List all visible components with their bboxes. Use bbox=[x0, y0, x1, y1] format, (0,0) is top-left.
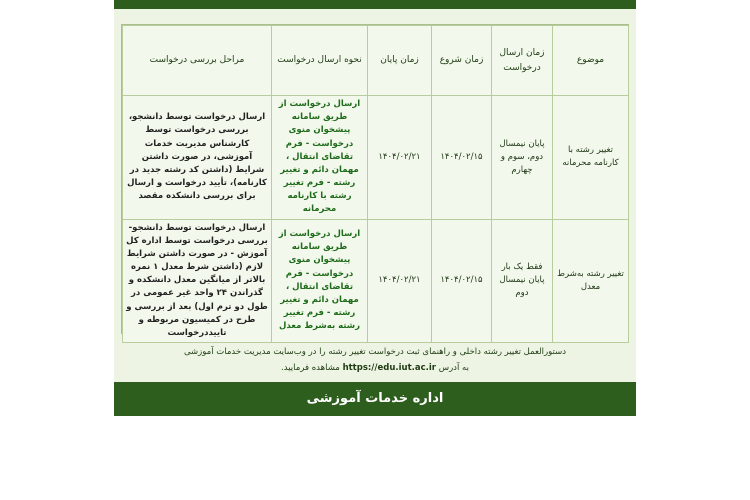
header-stages: مراحل بررسی درخواست bbox=[123, 26, 272, 96]
footer-band bbox=[114, 382, 636, 416]
header-end: زمان پایان bbox=[368, 26, 432, 96]
cell-end-date: ۱۴۰۴/۰۲/۲۱ bbox=[368, 219, 432, 343]
cell-stages: ارسال درخواست توسط دانشجو، بررسی درخواست توسط کارشناس مدیریت خدمات آموزشی، در صورت داشتن شرایط (داشتن کد رشته جدید در کارنامه)، تأیید درخواست و ارسال برای بررسی دانشکده مقصد bbox=[123, 96, 272, 220]
table-header-row bbox=[123, 26, 629, 96]
note-prefix: به آدرس bbox=[438, 363, 469, 374]
cell-stages: ارسال درخواست توسط دانشجو- بررسی درخواست توسط اداره کل آموزش - در صورت داشتن شرایط لازم (داشتن شرط معدل ۱ نمره بالاتر از میانگین معدل دانشکده و گذراندن ۲۴ واحد غیر عمومی در طول دو ترم اول) بعد از بررسی و طرح در کمیسیون مربوطه و تاییددرخواست bbox=[123, 219, 272, 343]
cell-method: ارسال درخواست از طریق سامانه پیشخوان منوی درخواست - فرم تقاضای انتقال ، مهمان دائم و تغییر رشته - فرم تغییر رشته با کارنامه محرمانه bbox=[272, 96, 368, 220]
header-send-time: زمان ارسال درخواست bbox=[492, 26, 553, 96]
top-band bbox=[114, 0, 636, 9]
instructions-note bbox=[114, 344, 636, 376]
procedure-table-container bbox=[121, 24, 629, 338]
note-line-2 bbox=[114, 360, 636, 376]
cell-topic: تغییر رشته به‌شرط معدل bbox=[553, 219, 629, 343]
cell-topic: تغییر رشته با کارنامه محرمانه bbox=[553, 96, 629, 220]
header-topic: موضوع bbox=[553, 26, 629, 96]
table-row bbox=[123, 96, 629, 220]
header-method: نحوه ارسال درخواست bbox=[272, 26, 368, 96]
note-line-1: دستورالعمل تغییر رشته داخلی و راهنمای ثبت درخواست تغییر رشته را در وب‌سایت مدیریت خدمات آموزشی bbox=[183, 347, 567, 357]
cell-start-date: ۱۴۰۴/۰۲/۱۵ bbox=[432, 219, 492, 343]
cell-send-time: فقط یک بار پایان نیمسال دوم bbox=[492, 219, 553, 343]
cell-end-date: ۱۴۰۴/۰۲/۲۱ bbox=[368, 96, 432, 220]
note-suffix: مشاهده فرمایید. bbox=[281, 363, 340, 374]
announcement-poster bbox=[114, 0, 636, 416]
cell-start-date: ۱۴۰۴/۰۲/۱۵ bbox=[432, 96, 492, 220]
cell-send-time: پایان نیمسال دوم، سوم و چهارم bbox=[492, 96, 553, 220]
footer-label: اداره خدمات آموزشی bbox=[306, 391, 444, 406]
cell-method: ارسال درخواست از طریق سامانه پیشخوان منوی درخواست - فرم تقاضای انتقال ، مهمان دائم و تغییر رشته - فرم تغییر رشته به‌شرط معدل bbox=[272, 219, 368, 343]
header-start: زمان شروع bbox=[432, 26, 492, 96]
table-row bbox=[123, 219, 629, 343]
website-link[interactable]: https://edu.iut.ac.ir bbox=[342, 363, 436, 374]
procedure-table bbox=[122, 25, 629, 343]
